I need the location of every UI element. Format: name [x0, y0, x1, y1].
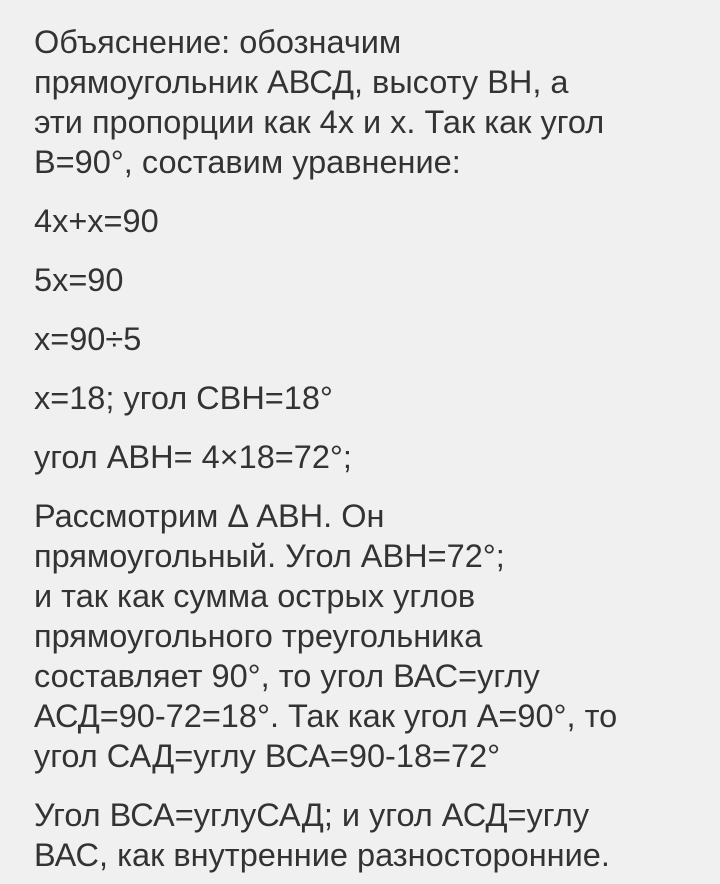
explanation-paragraph [34, 22, 720, 182]
explanation-line: прямоугольник АВСД, высоту ВН, а [34, 64, 569, 100]
equation-line: 5х=90 [34, 262, 124, 298]
reasoning-line: Рассмотрим Δ АВН. Он [34, 498, 385, 534]
equation-line: 4х+х=90 [34, 203, 159, 239]
reasoning-line: прямоугольный. Угол АВН=72°; [34, 538, 505, 574]
reasoning-line: и так как сумма острых углов [34, 578, 476, 614]
reasoning-line: прямоугольного треугольника [34, 618, 483, 654]
reasoning-line: угол САД=углу ВСА=90-18=72° [34, 738, 501, 774]
triangle-reasoning-paragraph [34, 496, 720, 776]
equation-line: х=90÷5 [34, 321, 142, 357]
conclusion-line: Угол ВСА=углуСАД; и угол АСД=углу [34, 797, 590, 833]
explanation-line: В=90°, составим уравнение: [34, 144, 461, 180]
reasoning-line: АСД=90-72=18°. Так как угол А=90°, то [34, 698, 618, 734]
reasoning-line: составляет 90°, то угол ВАС=углу [34, 658, 540, 694]
explanation-line: эти пропорции как 4х и х. Так как угол [34, 104, 605, 140]
conclusion-line: ВАС, как внутренние разносторонние. [34, 837, 610, 873]
equation-line: х=18; угол СВН=18° [34, 380, 333, 416]
equation-line: угол АВН= 4×18=72°; [34, 439, 352, 475]
conclusion-paragraph [34, 795, 720, 875]
explanation-line: Объяснение: обозначим [34, 24, 402, 60]
